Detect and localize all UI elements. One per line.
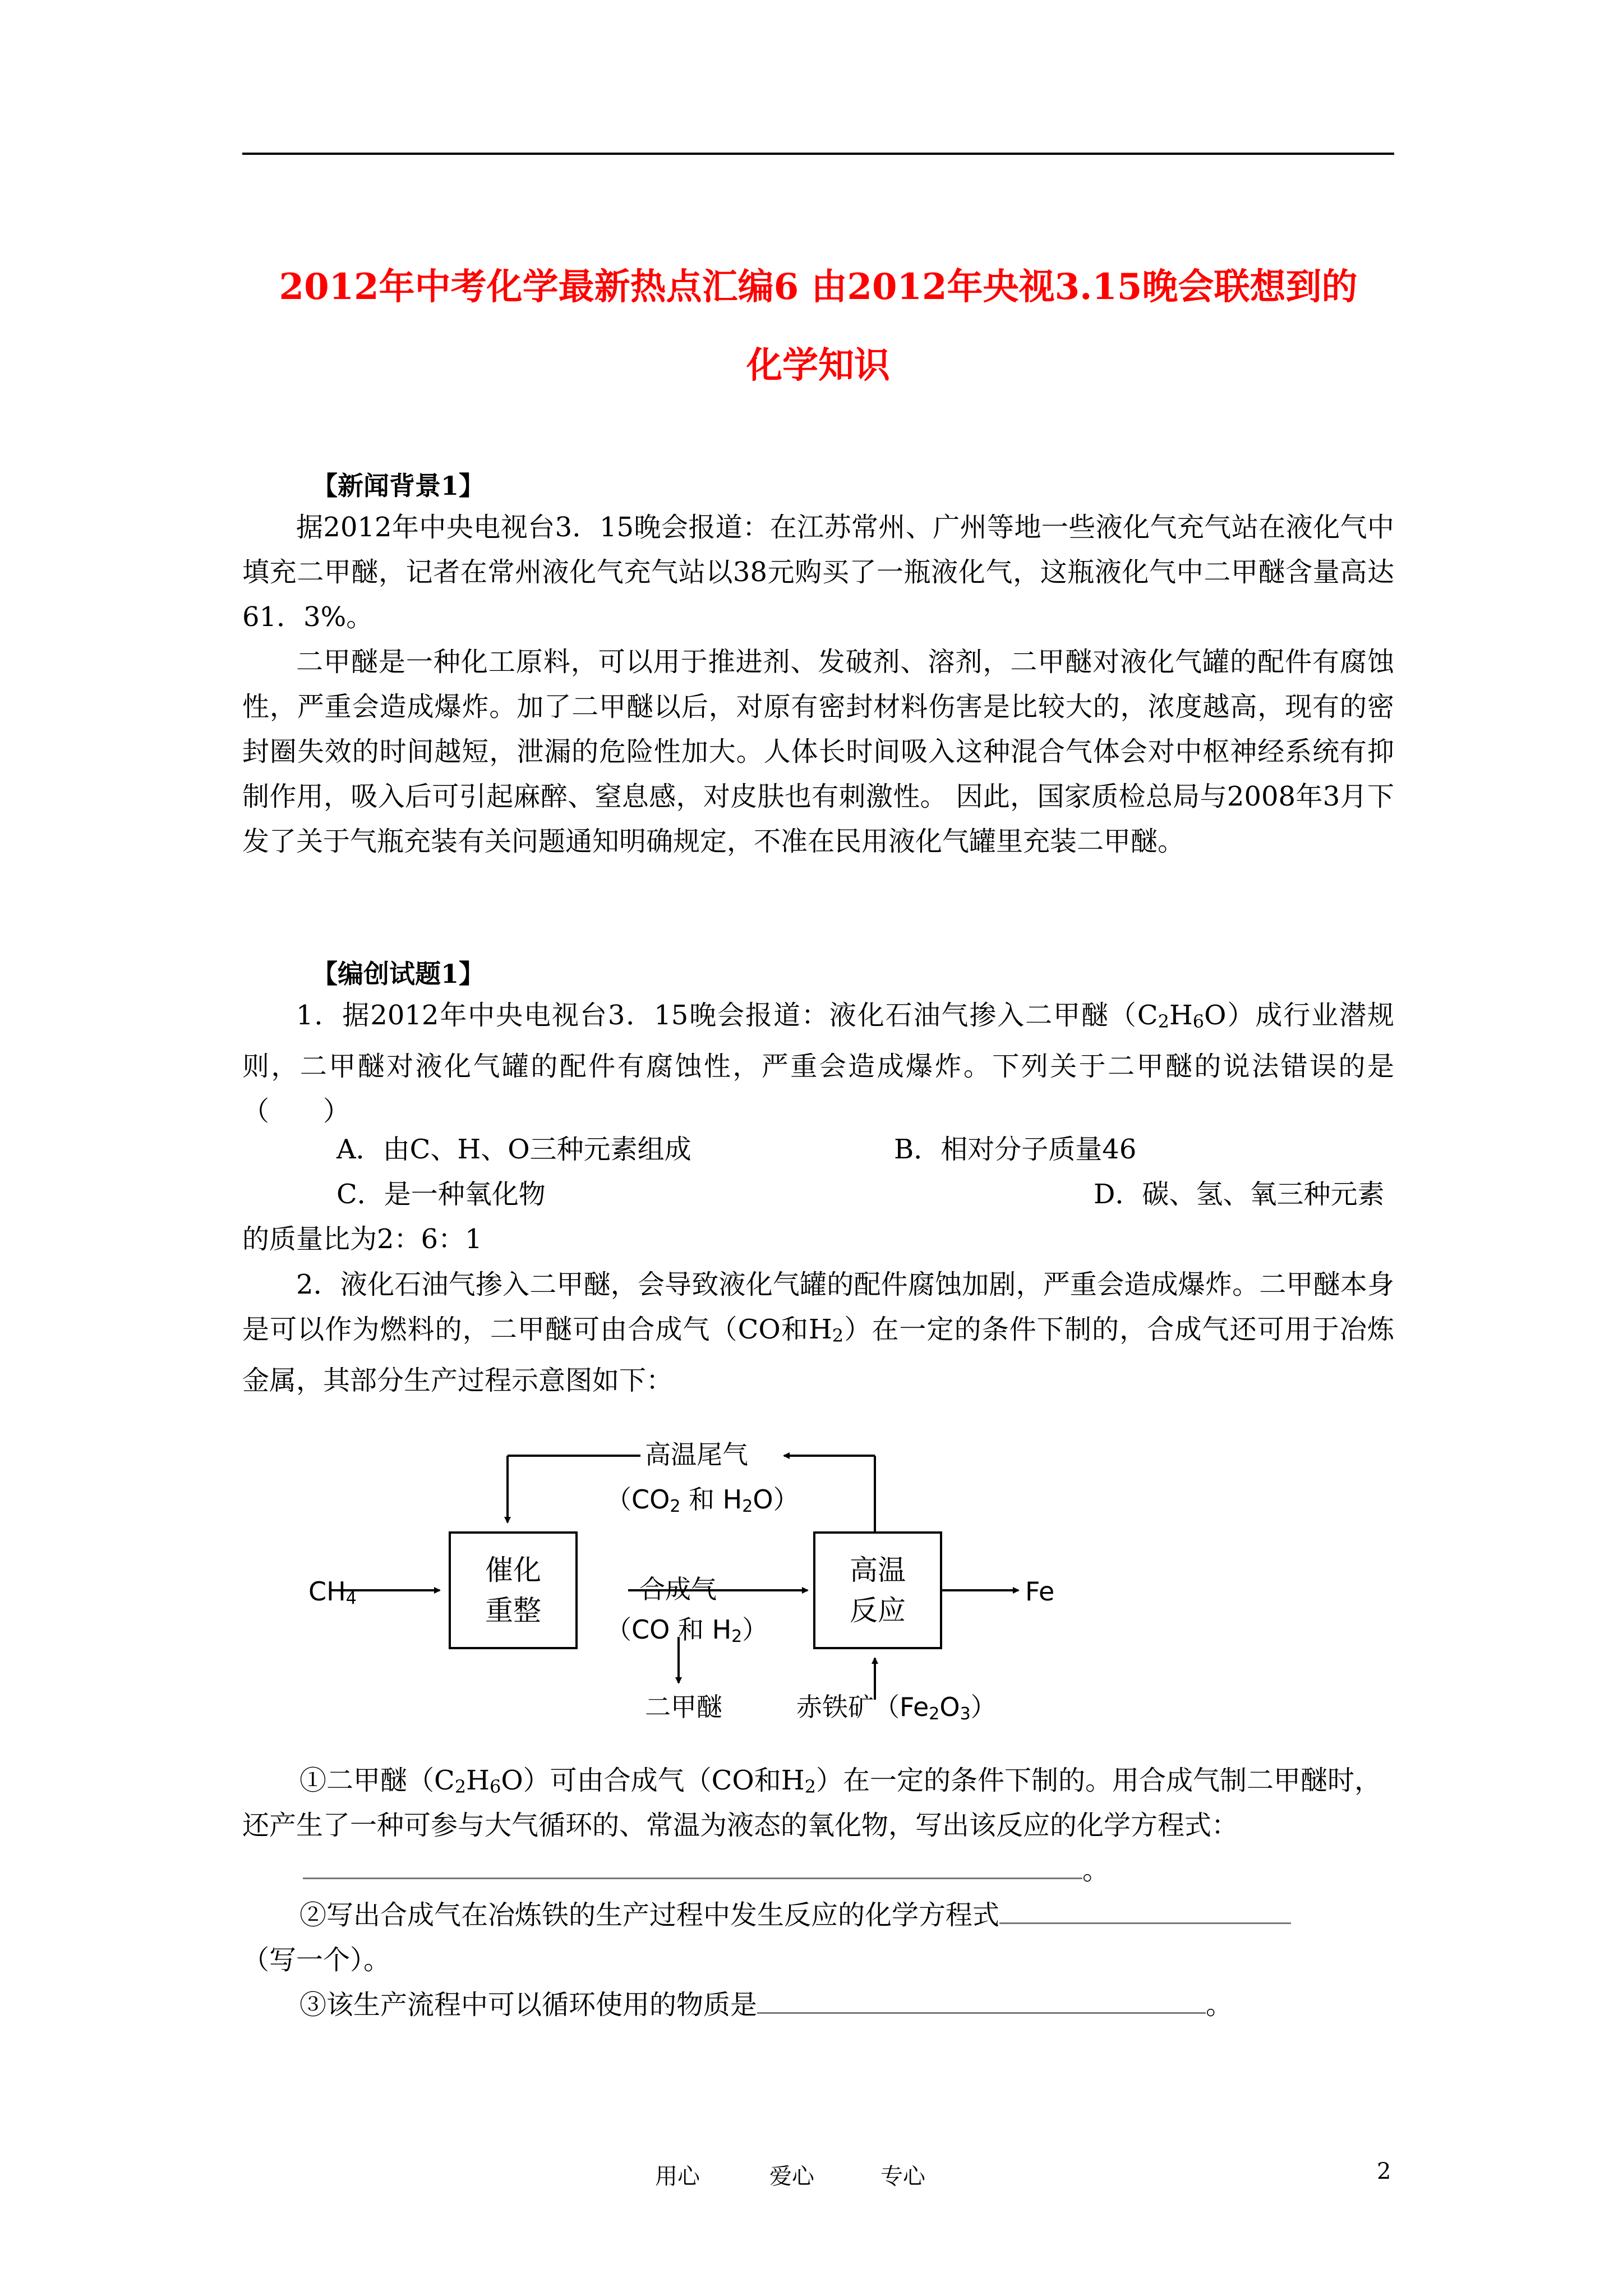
process-flow-diagram — [292, 1419, 1077, 1745]
syngas-formula: （CO 和 H2） — [606, 1614, 768, 1646]
answer-blank-3[interactable] — [757, 1990, 1206, 2014]
high-temp-reaction-box: 高温 反应 — [813, 1531, 942, 1649]
page-title-line-1: 2012年中考化学最新热点汇编6 由2012年央视3.15晚会联想到的 — [279, 266, 1358, 308]
catalytic-reforming-box: 催化 重整 — [449, 1531, 578, 1649]
option-c: C．是一种氧化物 — [336, 1179, 546, 1210]
option-d: D．碳、氢、氧三种元素 — [1094, 1179, 1385, 1210]
option-d-continued: 的质量比为2：6：1 — [242, 1223, 482, 1255]
subquestion-1-answer-line: 。 — [303, 1848, 1109, 1887]
subquestion-1-line-2: 还产生了一种可参与大气循环的、常温为液态的氧化物，写出该反应的化学方程式： — [242, 1810, 1239, 1841]
page-number: 2 — [1377, 2159, 1391, 2184]
subquestion-2-line-1: ②写出合成气在冶炼铁的生产过程中发生反应的化学方程式 — [299, 1893, 1291, 1932]
footer-word-1: 用心 — [655, 2164, 700, 2189]
tail-gas-formula: （CO2 和 H2O） — [606, 1484, 799, 1516]
feed-ch4-label: CH4 — [308, 1576, 357, 1608]
option-a: A．由C、H、O三种元素组成 — [336, 1134, 691, 1165]
tail-gas-label: 高温尾气 — [645, 1439, 748, 1470]
header-rule — [242, 153, 1394, 155]
dimethyl-ether-label: 二甲醚 — [645, 1692, 722, 1722]
exam-heading: 【编创试题1】 — [312, 959, 485, 989]
product-fe-label: Fe — [1025, 1576, 1055, 1607]
footer-word-2: 爱心 — [769, 2164, 814, 2189]
subquestion-2-line-2: （写一个）。 — [242, 1944, 391, 1976]
question-1-stem: 1．据2012年中央电视台3．15晚会报道：液化石油气掺入二甲醚（C2H6O）成行业潜规则，二甲醚对液化气罐的配件有腐蚀性，严重会造成爆炸。下列关于二甲醚的说法错误的是（ ） — [242, 1000, 1394, 1127]
news-paragraph-1: 据2012年中央电视台3．15晚会报道：在江苏常州、广州等地一些液化气充气站在液化气中填充二甲醚，记者在常州液化气充气站以38元购买了一瓶液化气，这瓶液化气中二甲醚含量高达61．3%。 — [242, 512, 1394, 633]
news-paragraph-2: 二甲醚是一种化工原料，可以用于推进剂、发破剂、溶剂，二甲醚对液化气罐的配件有腐蚀性，严重会造成爆炸。加了二甲醚以后，对原有密封材料伤害是比较大的，浓度越高，现有的密封圈失效的时间越短，泄漏的危险性加大。人体长时间吸入这种混合气体会对中枢神经系统有抑制作用，吸入后可引起麻醉、窒息感，对皮肤也有刺激性。 因此，国家质检总局与2008年3月下发了关于气瓶充装有关问题通知明确规定，不准在民用液化气罐里充装二甲醚。 — [242, 646, 1394, 857]
question-2-stem: 2．液化石油气掺入二甲醚，会导致液化气罐的配件腐蚀加剧，严重会造成爆炸。二甲醚本身是可以作为燃料的，二甲醚可由合成气（CO和H2）在一定的条件下制的，合成气还可用于冶炼金属，其部分生产过程示意图如下： — [242, 1269, 1394, 1396]
footer-word-3: 专心 — [880, 2164, 925, 2189]
syngas-label: 合成气 — [639, 1574, 717, 1604]
subquestion-1-line-1: ①二甲醚（C2H6O）可由合成气（CO和H2）在一定的条件下制的。用合成气制二甲醚时， — [299, 1765, 1381, 1797]
hematite-label: 赤铁矿（Fe2O3） — [796, 1692, 997, 1724]
answer-blank-1[interactable] — [303, 1855, 1082, 1879]
subquestion-3-line: ③该生产流程中可以循环使用的物质是 。 — [299, 1989, 1233, 2021]
news-heading: 【新闻背景1】 — [312, 471, 485, 501]
page-title-line-2: 化学知识 — [746, 344, 890, 386]
answer-blank-2[interactable] — [999, 1900, 1291, 1924]
option-b: B．相对分子质量46 — [894, 1134, 1137, 1165]
